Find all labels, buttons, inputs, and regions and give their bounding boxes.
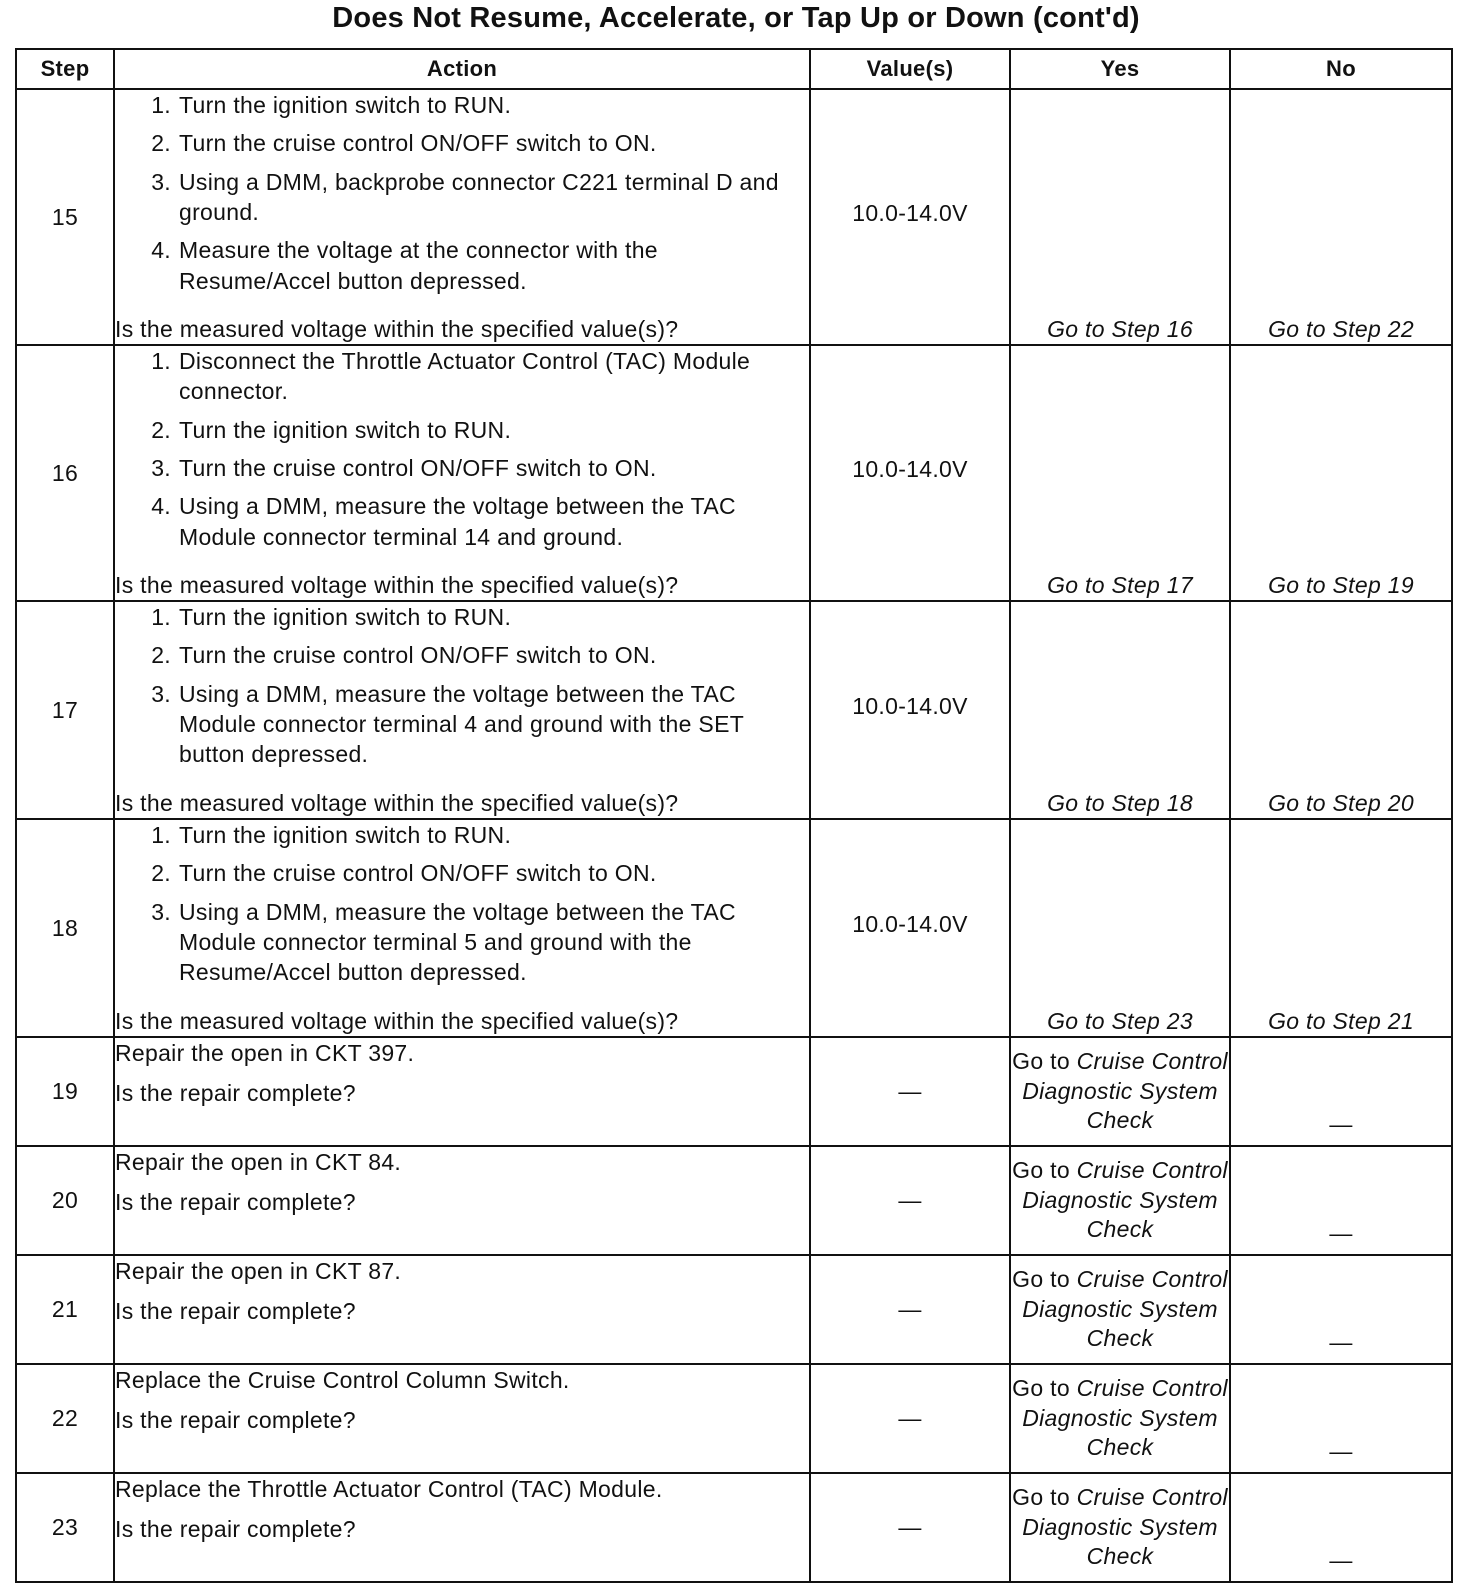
yes-prefix: Go to — [1012, 1156, 1070, 1183]
diagnostic-table — [15, 48, 1453, 1583]
list-item: 3. Using a DMM, measure the voltage between the TAC Module connector terminal 5 and ground with the Resume/Accel button depressed. — [151, 898, 736, 986]
header-no: No — [1230, 49, 1452, 89]
step-question: Is the repair complete? — [115, 1189, 356, 1216]
step-number: 22 — [16, 1364, 114, 1473]
step-number: 19 — [16, 1037, 114, 1146]
yes-prefix: Go to — [1012, 1047, 1070, 1074]
yes-prefix: Go to — [1012, 1483, 1070, 1510]
table-row — [16, 819, 1452, 1037]
step-question: Is the measured voltage within the specified value(s)? — [115, 789, 679, 816]
step-question: Is the repair complete? — [115, 1080, 356, 1107]
table-row — [16, 1037, 1452, 1146]
list-item: 2. Turn the cruise control ON/OFF switch to ON. — [151, 130, 657, 157]
step-number: 23 — [16, 1473, 114, 1582]
step-number: 18 — [16, 819, 114, 1037]
yes-cell — [1010, 1473, 1230, 1582]
list-item: 4. Using a DMM, measure the voltage between the TAC Module connector terminal 14 and ground. — [151, 493, 736, 550]
list-item: 1. Turn the ignition switch to RUN. — [151, 604, 512, 630]
yes-prefix: Go to — [1012, 1374, 1070, 1401]
no-cell: Go to Step 20 — [1230, 601, 1452, 819]
table-row — [16, 1473, 1452, 1582]
table-row — [16, 1364, 1452, 1473]
system-check-reference: Cruise Control Diagnostic System Check — [1022, 1156, 1228, 1243]
step-question: Is the repair complete? — [115, 1407, 356, 1434]
system-check-reference: Cruise Control Diagnostic System Check — [1022, 1265, 1228, 1352]
action-text: Repair the open in CKT 84. — [115, 1149, 402, 1175]
table-row — [16, 1255, 1452, 1364]
system-check-reference: Cruise Control Diagnostic System Check — [1022, 1483, 1228, 1570]
step-number: 17 — [16, 601, 114, 819]
no-cell: — — [1230, 1146, 1452, 1255]
action-steps — [115, 602, 809, 770]
yes-cell — [1010, 1364, 1230, 1473]
header-value: Value(s) — [810, 49, 1010, 89]
step-question: Is the measured voltage within the specified value(s)? — [115, 571, 679, 598]
action-cell — [114, 1473, 810, 1582]
action-cell — [114, 1146, 810, 1255]
yes-cell — [1010, 1255, 1230, 1364]
value-cell: — — [810, 1473, 1010, 1582]
list-item: 2. Turn the cruise control ON/OFF switch to ON. — [151, 860, 657, 887]
step-question: Is the repair complete? — [115, 1298, 356, 1325]
list-item: 3. Turn the cruise control ON/OFF switch to ON. — [151, 455, 657, 482]
table-row — [16, 1146, 1452, 1255]
value-cell: 10.0-14.0V — [810, 89, 1010, 345]
list-item: 2. Turn the ignition switch to RUN. — [151, 416, 512, 443]
step-number: 16 — [16, 345, 114, 601]
action-steps — [115, 820, 809, 988]
value-cell: 10.0-14.0V — [810, 819, 1010, 1037]
action-cell — [114, 345, 810, 601]
action-cell — [114, 1364, 810, 1473]
yes-cell — [1010, 1037, 1230, 1146]
no-cell: Go to Step 19 — [1230, 345, 1452, 601]
system-check-reference: Cruise Control Diagnostic System Check — [1022, 1374, 1228, 1461]
action-cell — [114, 1255, 810, 1364]
page-title: Does Not Resume, Accelerate, or Tap Up or Down (cont'd) — [332, 2, 1140, 34]
step-question: Is the measured voltage within the specified value(s)? — [115, 315, 679, 342]
no-cell: — — [1230, 1037, 1452, 1146]
value-cell: 10.0-14.0V — [810, 345, 1010, 601]
action-steps — [115, 90, 809, 296]
value-cell: 10.0-14.0V — [810, 601, 1010, 819]
no-cell: — — [1230, 1364, 1452, 1473]
action-text: Repair the open in CKT 397. — [115, 1040, 415, 1066]
yes-cell: Go to Step 23 — [1010, 819, 1230, 1037]
action-cell — [114, 601, 810, 819]
list-item: 1. Disconnect the Throttle Actuator Control (TAC) Module connector. — [151, 348, 751, 405]
list-item: 3. Using a DMM, measure the voltage between the TAC Module connector terminal 4 and ground with the SET button depressed. — [151, 680, 744, 768]
step-number: 21 — [16, 1255, 114, 1364]
step-number: 15 — [16, 89, 114, 345]
no-cell: — — [1230, 1255, 1452, 1364]
list-item: 3. Using a DMM, backprobe connector C221 terminal D and ground. — [151, 168, 779, 226]
table-row — [16, 89, 1452, 345]
value-cell: — — [810, 1364, 1010, 1473]
step-question: Is the repair complete? — [115, 1516, 356, 1543]
action-text: Repair the open in CKT 87. — [115, 1258, 402, 1284]
table-row — [16, 345, 1452, 601]
value-cell: — — [810, 1255, 1010, 1364]
no-cell: Go to Step 21 — [1230, 819, 1452, 1037]
list-item: 1. Turn the ignition switch to RUN. — [151, 822, 512, 848]
yes-cell: Go to Step 16 — [1010, 89, 1230, 345]
action-cell — [114, 89, 810, 345]
action-cell — [114, 1037, 810, 1146]
yes-cell: Go to Step 18 — [1010, 601, 1230, 819]
yes-prefix: Go to — [1012, 1265, 1070, 1292]
list-item: 1. Turn the ignition switch to RUN. — [151, 92, 512, 118]
no-cell: Go to Step 22 — [1230, 89, 1452, 345]
step-question: Is the measured voltage within the specified value(s)? — [115, 1007, 679, 1034]
list-item: 2. Turn the cruise control ON/OFF switch to ON. — [151, 642, 657, 669]
no-cell: — — [1230, 1473, 1452, 1582]
step-number: 20 — [16, 1146, 114, 1255]
action-steps — [115, 346, 809, 552]
action-text: Replace the Cruise Control Column Switch. — [115, 1367, 570, 1393]
value-cell: — — [810, 1037, 1010, 1146]
list-item: 4. Measure the voltage at the connector with the Resume/Accel button depressed. — [151, 237, 658, 294]
yes-cell: Go to Step 17 — [1010, 345, 1230, 601]
action-cell — [114, 819, 810, 1037]
yes-cell — [1010, 1146, 1230, 1255]
header-yes: Yes — [1010, 49, 1230, 89]
system-check-reference: Cruise Control Diagnostic System Check — [1022, 1047, 1228, 1134]
header-step: Step — [16, 49, 114, 89]
header-action: Action — [114, 49, 810, 89]
table-row — [16, 601, 1452, 819]
action-text: Replace the Throttle Actuator Control (TAC) Module. — [115, 1476, 663, 1502]
header-row — [16, 49, 1452, 89]
value-cell: — — [810, 1146, 1010, 1255]
